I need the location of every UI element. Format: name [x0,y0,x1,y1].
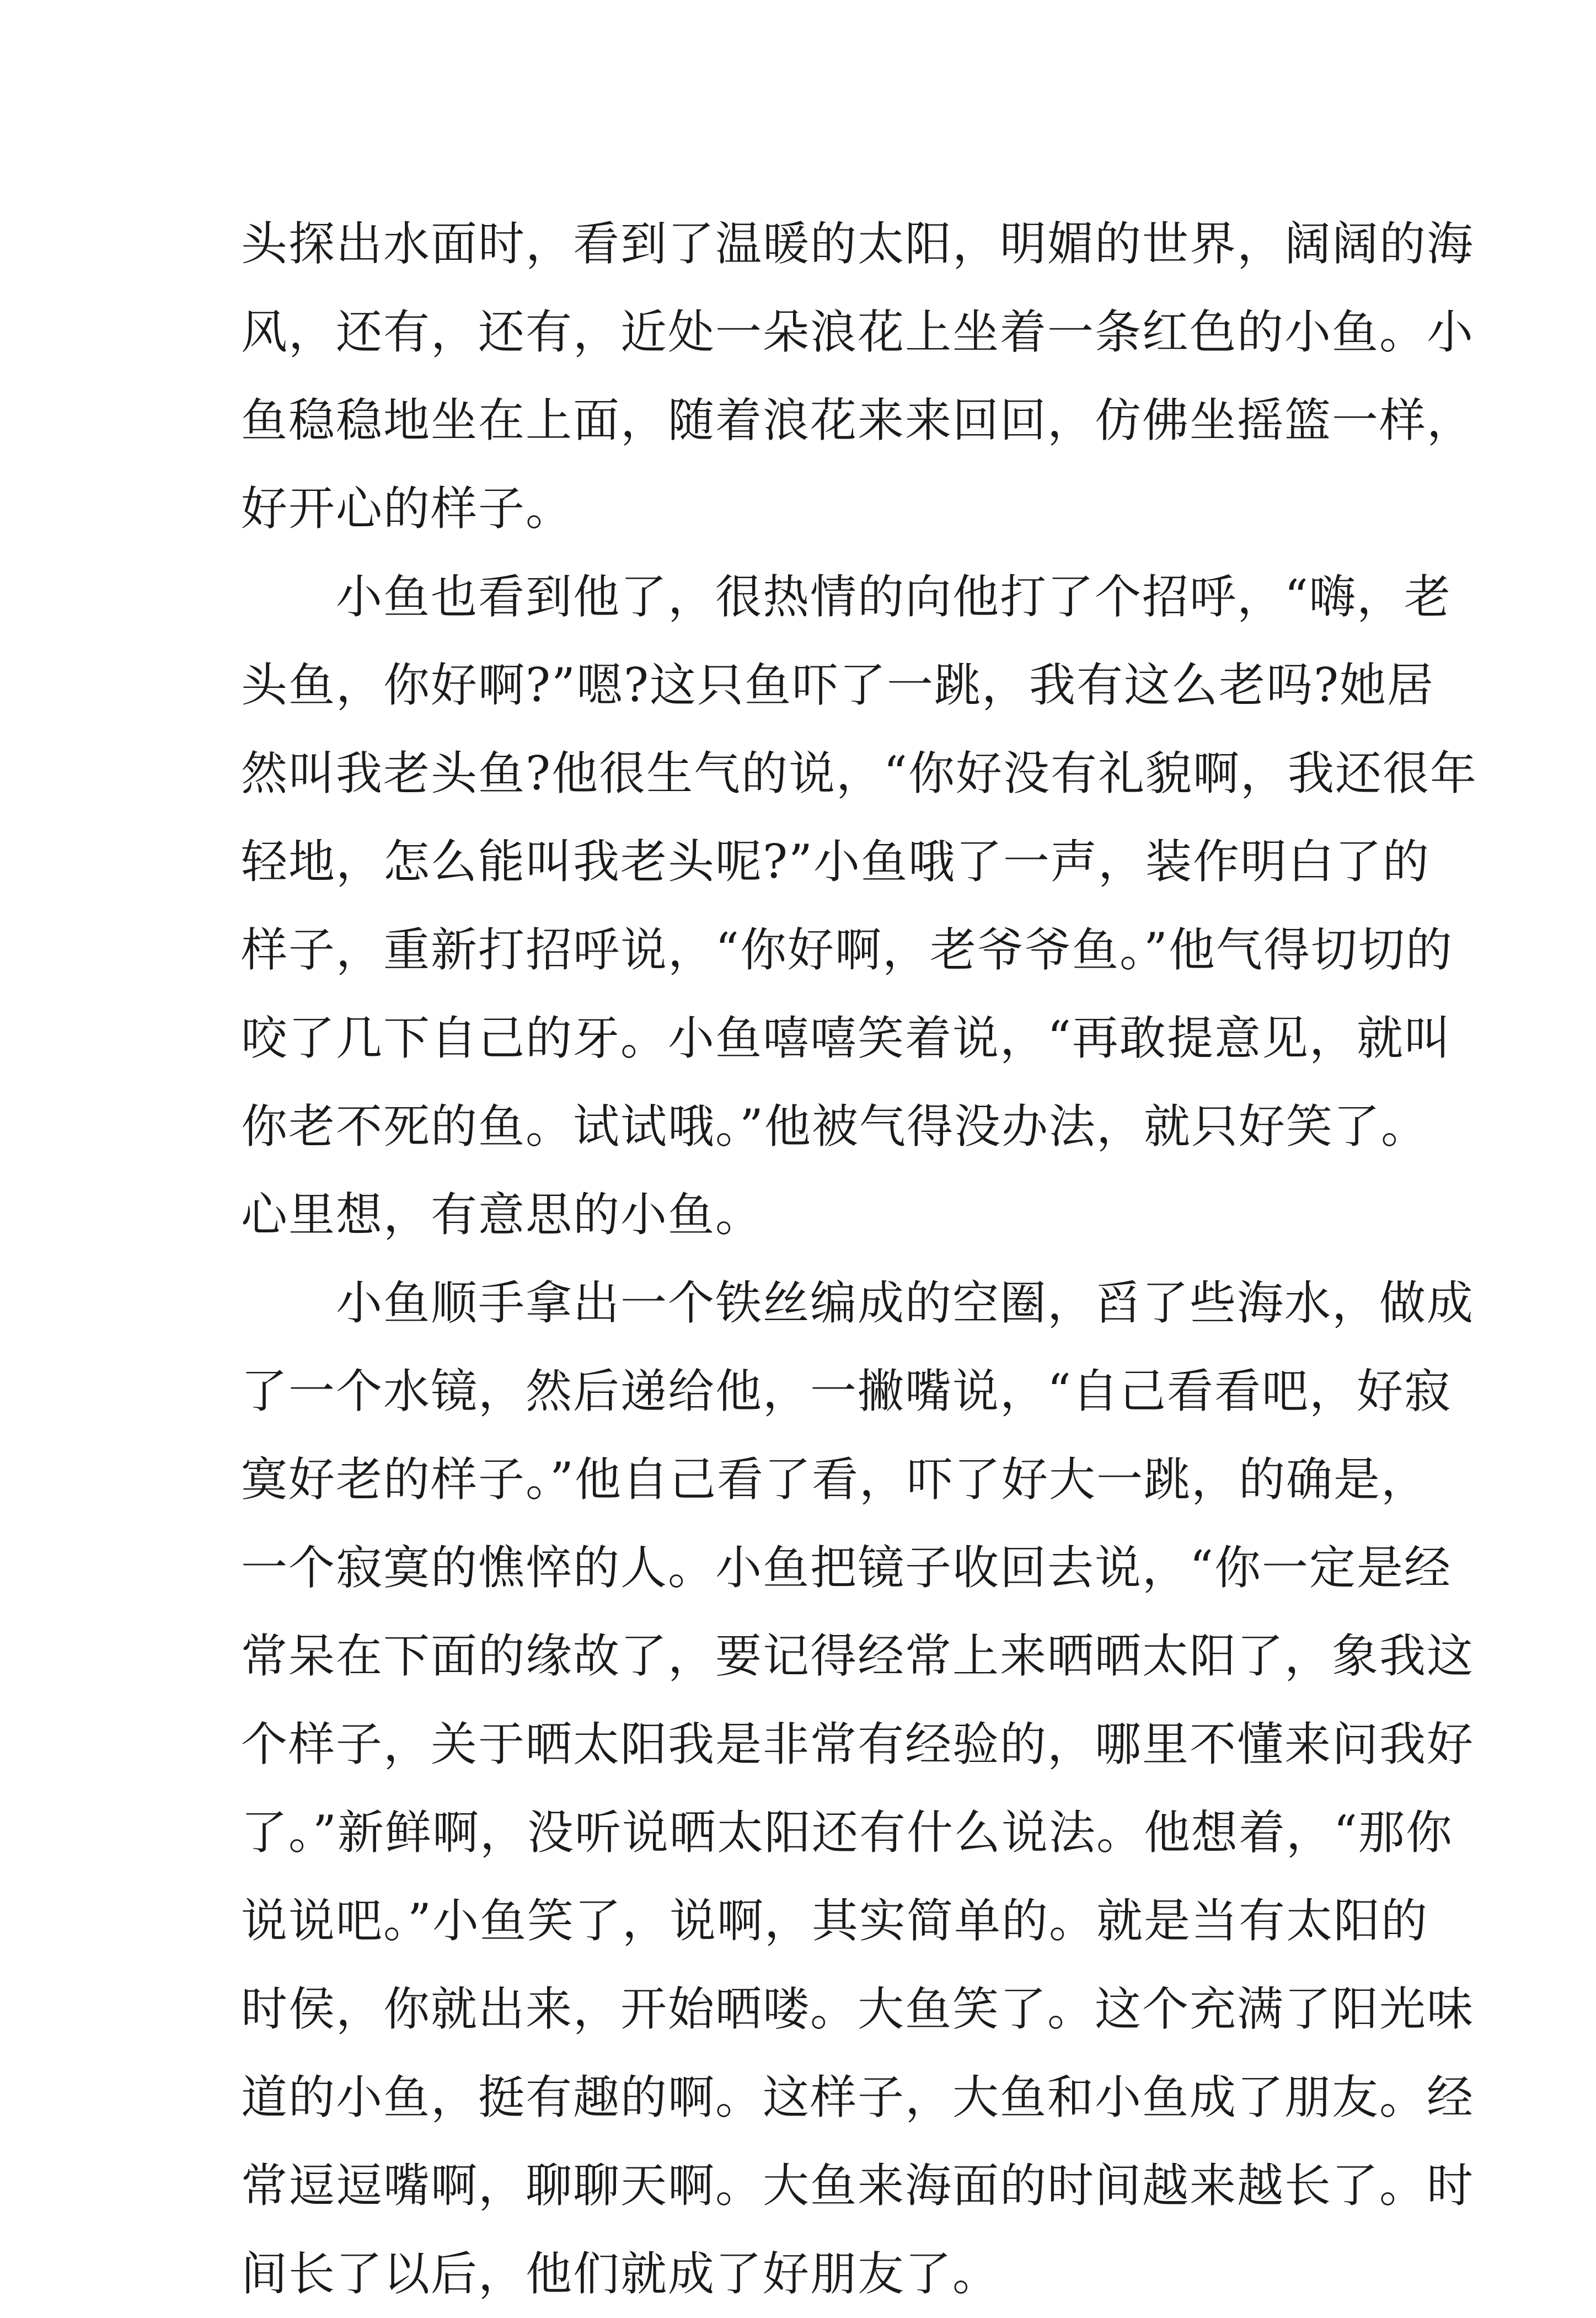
text-line: 鱼稳稳地坐在上面，随着浪花来来回回，仿佛坐摇篮一样， [241,393,1475,447]
paragraph-1 [241,200,1475,553]
text-line: 了一个水镜，然后递给他，一撇嘴说，“自己看看吧，好寂 [241,1364,1452,1418]
text-line: 常呆在下面的缘故了，要记得经常上来晒晒太阳了，象我这 [241,1629,1475,1683]
text-line: 说说吧。”小鱼笑了，说啊，其实简单的。就是当有太阳的 [241,1894,1428,1948]
paragraph-2 [241,553,1477,1259]
text-line: 一个寂寞的憔悴的人。小鱼把镜子收回去说，“你一定是经 [241,1541,1452,1595]
text-line: 寞好老的样子。”他自己看了看，吓了好大一跳，的确是， [241,1452,1428,1507]
text-line: 样子，重新打招呼说，“你好啊，老爷爷鱼。”他气得切切的 [241,923,1453,977]
text-line: 风，还有，还有，近处一朵浪花上坐着一条红色的小鱼。小 [241,305,1475,359]
paragraph-3 [241,1259,1475,2318]
text-line: 好开心的样子。 [241,482,574,536]
text-line: 常逗逗嘴啊，聊聊天啊。大鱼来海面的时间越来越长了。时 [241,2159,1475,2213]
text-line: 你老不死的鱼。试试哦。”他被气得没办法，就只好笑了。 [241,1099,1428,1153]
text-line: 小鱼也看到他了，很热情的向他打了个招呼，“嗨，老 [241,570,1452,624]
text-line: 时侯，你就出来，开始晒喽。大鱼笑了。这个充满了阳光味 [241,1982,1475,2036]
text-line: 间长了以后，他们就成了好朋友了。 [241,2247,1000,2301]
text-line: 个样子，关于晒太阳我是非常有经验的，哪里不懂来问我好 [241,1717,1475,1771]
text-line: 了。”新鲜啊，没听说晒太阳还有什么说法。他想着，“那你 [241,1806,1453,1860]
text-line: 头探出水面时，看到了温暖的太阳，明媚的世界，阔阔的海 [241,217,1475,271]
text-line: 咬了几下自己的牙。小鱼嘻嘻笑着说，“再敢提意见，就叫 [241,1011,1452,1065]
text-line: 头鱼，你好啊?”嗯?这只鱼吓了一跳，我有这么老吗?她居 [241,658,1435,712]
body-text [241,200,1477,2318]
text-line: 小鱼顺手拿出一个铁丝编成的空圈，舀了些海水，做成 [241,1276,1475,1330]
text-line: 心里想，有意思的小鱼。 [241,1188,763,1242]
text-line: 然叫我老头鱼?他很生气的说，“你好没有礼貌啊，我还很年 [241,746,1477,800]
text-line: 轻地，怎么能叫我老头呢?”小鱼哦了一声，装作明白了的 [241,835,1430,889]
text-line: 道的小鱼，挺有趣的啊。这样子，大鱼和小鱼成了朋友。经 [241,2070,1475,2124]
